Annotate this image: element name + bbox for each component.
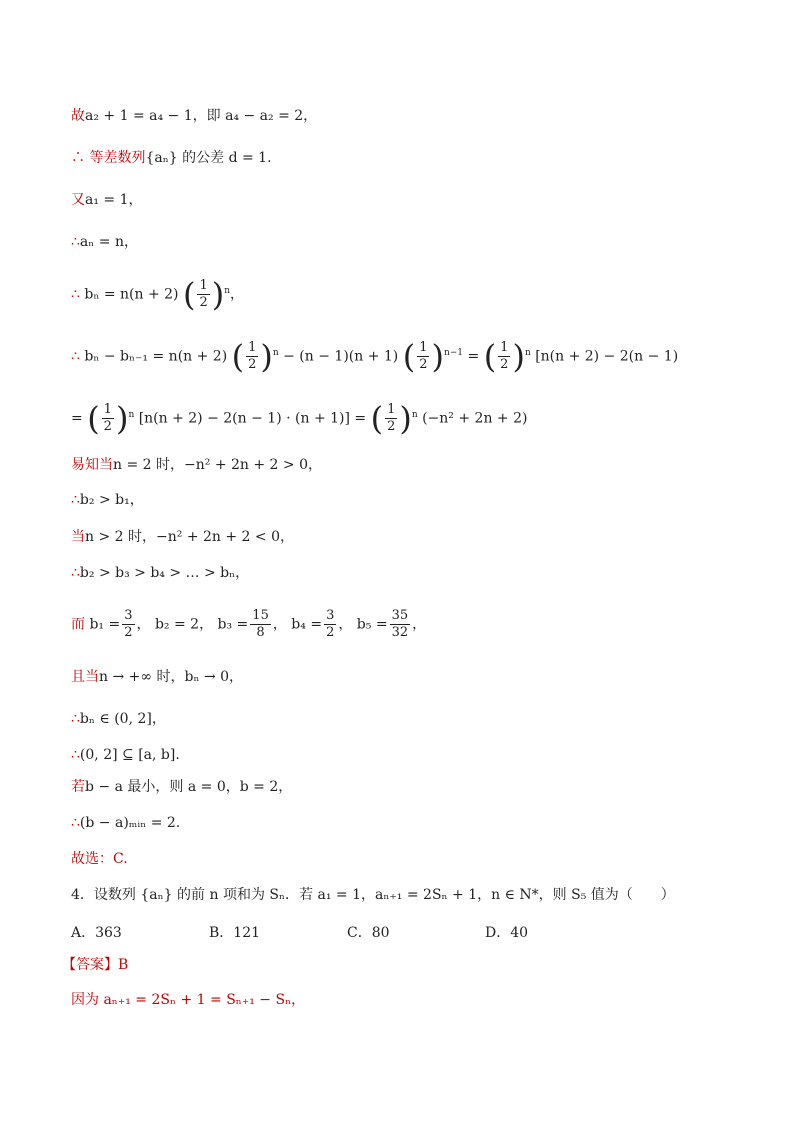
solution-line-1 <box>71 106 317 126</box>
solution-line-11 <box>71 563 249 583</box>
line-math: a₁ = 1， <box>85 192 143 208</box>
choice-d: D．40 <box>485 925 529 941</box>
line-prefix: ∴ <box>71 492 80 508</box>
line-math: aₙ = n， <box>79 234 138 250</box>
equals-sign: = <box>467 348 480 365</box>
left-paren: ( <box>182 275 196 314</box>
question-4 <box>71 885 675 905</box>
choice-b: B．121 <box>209 925 261 941</box>
solution-line-10 <box>71 527 294 547</box>
line-math: b₂ > b₃ > b₄ > … > bₙ， <box>79 565 250 581</box>
line-math: (b − a)ₘᵢₙ = 2. <box>79 815 181 831</box>
line-math: bₙ = n(n + 2) <box>84 286 179 303</box>
line-prefix: ∴ <box>71 234 80 250</box>
line-prefix: ∴ <box>71 348 80 365</box>
line-prefix: 易知当 <box>71 457 113 473</box>
choice-a: A．363 <box>71 925 122 941</box>
solution-line-14 <box>71 709 166 729</box>
line-math: C. <box>113 851 128 867</box>
fraction-half: $\frac{1}{2}$ <box>419 340 428 372</box>
line-math: = <box>71 410 83 427</box>
line-math: n → +∞ 时，bₙ → 0， <box>99 669 244 685</box>
line-prefix: ∴ 等差数列 <box>71 150 146 166</box>
choice-c: C．80 <box>347 925 390 941</box>
b5-label: b₅ = <box>356 616 388 633</box>
line-math: n = 2 时，−n² + 2n + 2 > 0， <box>113 457 322 473</box>
b5-fraction: $\frac{35}{32}$ <box>391 608 409 640</box>
question-text: 设数列 {aₙ} 的前 n 项和为 Sₙ．若 a₁ = 1，aₙ₊₁ = 2Sₙ + 1，n ∈ N*，则 S₅ 值为（ ） <box>93 887 675 903</box>
exponent-n: n <box>224 285 231 296</box>
b3-label: b₃ = <box>217 616 249 633</box>
solution-line-3 <box>71 190 143 210</box>
fraction-half: $\frac{1}{2}$ <box>500 340 509 372</box>
b2-label: b₂ = 2 <box>154 616 200 633</box>
line-math: (0, 2] ⊆ [a, b]. <box>79 747 180 763</box>
solution-line-6: ∴ bₙ − bₙ₋₁ = n(n + 2) ( $\frac{1}{2}$ )$^n$ − (n − 1)(n + 1) ( $\frac{1}{2}$ )$^{n-1}$ = ( $\frac{1}{2}$ )$^n$ [n(n + 2) − 2(n − 1) <box>71 337 679 376</box>
fraction-half: $\frac{1}{2}$ <box>103 402 112 434</box>
line-math-mid: − (n − 1)(n + 1) <box>283 348 399 365</box>
answer-label: 【答案】B <box>62 957 129 973</box>
answer-choice-line <box>71 849 128 869</box>
fraction-half: $\frac{1}{2}$ <box>387 402 396 434</box>
line-math: bₙ − bₙ₋₁ = n(n + 2) <box>84 348 228 365</box>
fraction-half: $\frac{1}{2}$ <box>199 278 208 310</box>
line-prefix: 又 <box>71 192 85 208</box>
right-paren: ) <box>211 275 225 314</box>
fraction-half: $\frac{1}{2}$ <box>248 340 257 372</box>
question-number: 4． <box>71 887 94 903</box>
line-prefix: 而 <box>71 616 85 633</box>
b4-label: b₄ = <box>291 616 323 633</box>
line-prefix: ∴ <box>71 565 80 581</box>
line-prefix: 故选： <box>71 851 113 867</box>
line-prefix: 故 <box>71 108 85 124</box>
line-prefix: 若 <box>71 779 85 795</box>
line-math: bₙ ∈ (0, 2]， <box>79 711 166 727</box>
b4-fraction: $\frac{3}{2}$ <box>326 608 335 640</box>
line-math: n > 2 时，−n² + 2n + 2 < 0， <box>85 529 294 545</box>
line-math-tail: (−n² + 2n + 2) <box>422 410 528 427</box>
solution-line-2 <box>71 148 272 168</box>
b3-fraction: $\frac{15}{8}$ <box>252 608 269 640</box>
solution-line-7: = ( $\frac{1}{2}$ )$^n$ [n(n + 2) − 2(n − 1) · (n + 1)] = ( $\frac{1}{2}$ )$^n$ (−n² + 2n + 2) <box>71 399 528 438</box>
solution-line-17 <box>71 813 180 833</box>
line-prefix: ∴ <box>71 815 80 831</box>
b1-fraction: $\frac{3}{2}$ <box>124 608 133 640</box>
final-line-text: 因为 aₙ₊₁ = 2Sₙ + 1 = Sₙ₊₁ − Sₙ， <box>71 992 306 1008</box>
line-tail: ， <box>230 286 245 303</box>
line-math: b − a 最小，则 a = 0，b = 2， <box>85 779 293 795</box>
solution-line-5 <box>71 275 245 314</box>
solution-line-12: 而 b₁ = $\frac{3}{2}$ ， b₂ = 2， b₃ = $\frac{15}{8}$ ， b₄ = $\frac{3}{2}$ ， b₅ = $\frac{35}{32}$ ， <box>71 608 427 640</box>
line-math: b₂ > b₁， <box>79 492 144 508</box>
line-prefix: 当 <box>71 529 85 545</box>
line-prefix: ∴ <box>71 286 80 303</box>
solution-line-15 <box>71 745 180 765</box>
b1-label: b₁ = <box>89 616 121 633</box>
solution-line-13 <box>71 667 243 687</box>
line-math-mid: [n(n + 2) − 2(n − 1) · (n + 1)] = <box>138 410 367 427</box>
line-prefix: ∴ <box>71 711 80 727</box>
line-math: {aₙ} 的公差 d = 1. <box>145 150 272 166</box>
question-4-choices <box>71 923 623 943</box>
solution-line-8 <box>71 455 322 475</box>
line-prefix: 且当 <box>71 669 99 685</box>
solution-line-16 <box>71 777 292 797</box>
solution-line-9 <box>71 490 144 510</box>
line-prefix: ∴ <box>71 747 80 763</box>
line-math: a₂ + 1 = a₄ − 1，即 a₄ − a₂ = 2， <box>85 108 318 124</box>
final-line <box>71 990 305 1010</box>
solution-line-4 <box>71 232 138 252</box>
line-math-tail: [n(n + 2) − 2(n − 1) <box>535 348 679 365</box>
